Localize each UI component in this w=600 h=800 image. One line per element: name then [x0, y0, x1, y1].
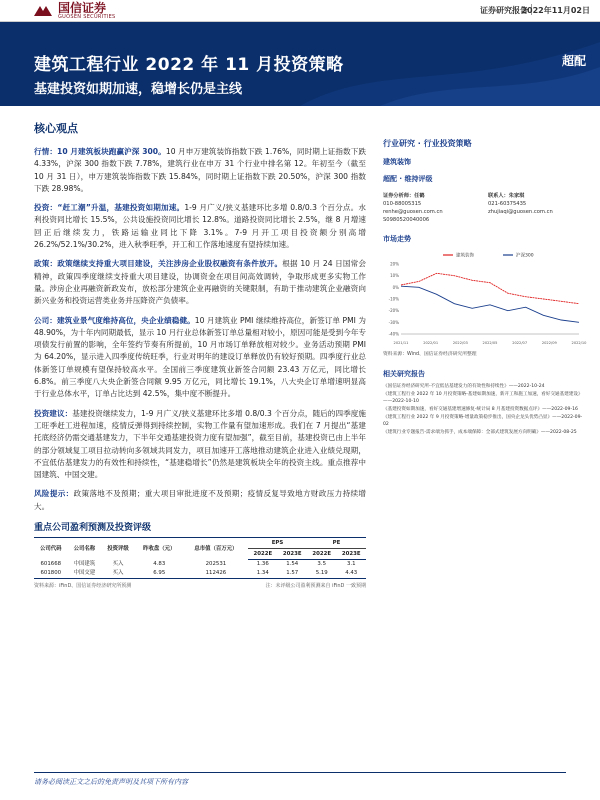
chart-source: 资料来源：Wind、国信证券经济研究所整理	[383, 352, 477, 357]
y-tick-label: -40%	[388, 331, 399, 337]
y-tick-label: 20%	[390, 261, 399, 267]
analyst-contact: 联系人：朱家琪 021-60375435 zhujiaqi@guosen.com.cn	[488, 192, 583, 224]
legend-label: 沪深300	[516, 253, 534, 259]
legend-label: 建筑装饰	[456, 253, 474, 259]
para-company: 公司：建筑业景气度维持高位，央企业绩稳健。10 月建筑业 PMI 继续维持高位，新签订单 PMI 为 48.90%，为十年内同期最低，显示 10 月行业总体新签订单总量相对较小，原因可能是受到今年专项债发行前置的影响，全年签约节奏有所提前，10 月市场订单释放相对较少。业务活动预期 PMI 为 64.20%，显示进入四季度传统旺季，行业对明年的建设订单释放仍有较好预期。四季度行业总体新签订单规模有望保持较高水平。全国前三季度建筑业新签合同额 23.43 万亿元，同比增长 6.8%。前三季度八大央企新签合同额 9.95 万亿元，同比增长 19.1%，八大央企订单增速明显高于行业总体水平，订单占比达到 42.5%，集中度不断提升。	[34, 315, 367, 399]
report-category: 行业研究 · 行业投资策略	[383, 139, 472, 148]
th-eps-y2: 2023E	[278, 549, 307, 560]
table-row: 601800 中国交建 买入 6.95 112426 1.34 1.57 5.19 4.43	[34, 569, 366, 579]
report-subtitle: 基建投资如期加速，稳增长仍是主线	[34, 82, 243, 97]
industry-name: 建筑装饰	[383, 158, 411, 166]
industry-rating: 超配 · 维持评级	[383, 175, 433, 183]
th-price: 昨收盘（元）	[135, 538, 184, 560]
y-tick-label: 0%	[392, 284, 399, 290]
th-rating: 投资评级	[101, 538, 135, 560]
th-pe: PE	[307, 538, 366, 549]
series-line	[401, 273, 579, 303]
th-pe-y2: 2023E	[336, 549, 366, 560]
earnings-table-title: 重点公司盈利预测及投资评级	[34, 523, 152, 534]
core-view-title: 核心观点	[34, 122, 78, 135]
related-report-link[interactable]: 《基建投资如期加速，看好交通基建增速修复-统计局 8 月基建投资数据点评》——2022-09-16	[383, 407, 578, 412]
company-logo	[34, 2, 116, 20]
th-eps-y1: 2022E	[248, 549, 277, 560]
th-pe-y1: 2022E	[307, 549, 336, 560]
footer-disclaimer: 请务必阅读正文之后的免责声明及其项下所有内容	[34, 778, 188, 786]
x-tick-label: 2022/10	[571, 341, 587, 345]
th-mcap: 总市值（百万元）	[184, 538, 248, 560]
table-source: 资料来源：iFinD、国信证券经济研究所预测	[34, 583, 132, 590]
x-tick-label: 2022/03	[452, 341, 468, 345]
chart-svg	[383, 248, 587, 348]
y-tick-label: 10%	[390, 273, 399, 279]
related-report-link[interactable]: 《建筑工程行业 2022 年 10 月投资策略-基建如期加速，新开工和施工加速，看好交通基建建设》——2022-10-10	[383, 392, 583, 404]
x-tick-label: 2021/11	[393, 341, 409, 345]
y-tick-label: -30%	[388, 319, 399, 325]
x-tick-label: 2022/09	[541, 341, 557, 345]
logo-cn: 国信证券	[58, 1, 107, 15]
analyst-info	[383, 192, 583, 224]
x-tick-label: 2022/07	[512, 341, 528, 345]
th-name: 公司名称	[68, 538, 102, 560]
para-policy: 政策：政策继续支持重大项目建设，关注涉房企业股权融资有条件放开。根据 10 月 24 日国常会精神，政策四季度继续支持重大项目建设，协调资金在项目间高效调转，争取形成更多实物工作量。涉房企业再融资新政发布，放松部分建筑企业再融资的关键限制，有助于推动建筑企业融资向新兴业务和投资运营类业务并压降资产负债率。	[34, 259, 367, 306]
guosen-logo-icon	[34, 4, 52, 18]
y-tick-label: -20%	[388, 308, 399, 314]
para-market: 行情：10 月建筑板块跑赢沪深 300。10 月申万建筑装饰指数下跌 1.76%，同时期上证指数下跌 4.33%，沪深 300 指数下跌 7.78%，建筑行业在申万 31 个行业中排名第 12。年初至今（截至 10 月 31 日），申万建筑装饰指数下跌 15.84%，同时期上证指数下跌 20.50%，沪深 300 指数下跌 28.98%。	[34, 147, 366, 193]
earnings-table	[34, 537, 366, 579]
contact-email[interactable]: zhujiaqi@guosen.com.cn	[488, 209, 553, 215]
top-header	[0, 0, 600, 22]
analyst-email[interactable]: renhe@guosen.com.cn	[383, 209, 443, 215]
table-notes	[34, 582, 366, 589]
y-tick-label: -10%	[388, 296, 399, 302]
analyst-primary: 证券分析师：任鹤 010-88005315 renhe@guosen.com.cn S0980520040006	[383, 192, 478, 224]
report-date: 2022年11月02日	[521, 6, 590, 15]
series-line	[401, 286, 579, 322]
related-report-link[interactable]: 《建筑行业专题报告-需求端为抓手，成本端保障：全部式建筑发展方向明确》——2022-08-25	[383, 430, 577, 435]
related-report-link[interactable]: 《建筑工程行业 2022 年 9 月投资策略-增量政策稳步推出，国央企龙头优势凸显》——2022-09-02	[383, 415, 583, 427]
table-row: 601668 中国建筑 买入 4.83 202531 1.36 1.54 3.5 3.1	[40, 560, 356, 568]
sidebar-column	[383, 138, 587, 437]
related-reports-list	[383, 383, 583, 436]
related-reports-title: 相关研究报告	[383, 370, 425, 378]
x-tick-label: 2022/01	[423, 341, 439, 345]
th-eps: EPS	[248, 538, 307, 549]
logo-en: GUOSEN SECURITIES	[58, 14, 116, 20]
related-report-link[interactable]: 《国信证券经济研究所-不宜低估基建发力的有效性和持续性》——2022-10-24	[383, 384, 545, 389]
report-title: 建筑工程行业 2022 年 11 月投资策略	[34, 55, 344, 75]
market-trend-chart	[383, 248, 587, 348]
table-note: 注：未评级公司盈利预测来自 iFinD 一致预期	[265, 583, 366, 590]
title-banner	[0, 22, 600, 106]
para-investment: 投资：“赶工潮”升温，基建投资如期加速。1-9 月广义/狭义基建环比多增 0.8/0.3 个百分点。水利投资同比增长 15.5%，公共设施投资同比增长 12.8%。道路投资同比增长 2.5%，继 8 月增速回正后继续发力，铁路运输业同比下降 3.1%。7-9 月开工项目投资额分别高增 26.2%/52.1%/30.2%，进入秋季旺季，开工和工作落地速度有望持续加速。	[34, 203, 366, 250]
para-risk: 风险提示：政策落地不及预期；重大项目审批进度不及预期；疫情反复导致地方财政压力持续增大。	[34, 489, 366, 511]
footer-divider	[34, 772, 566, 773]
main-column	[34, 120, 366, 589]
report-type: 证券研究报告	[480, 6, 528, 15]
para-advice: 投资建议：基建投资继续发力，1-9 月广义/狭义基建环比多增 0.8/0.3 个百分点，随后的四季度施工旺季赶工进程加速，疫情反弹得到持续控制，实物工作量有望加速形成。我们在 7 月提出“基建托底经济仍需交通基建发力，下半年交通基建投资力度有望加强”，截至目前，基建投资已由上半年的部分领域复工项目拉动转向多领域共同发力，项目加速开工落地推动建筑企业进入业绩兑现期，不宜低估基建发力的有效性和持续性，“基建稳增长”仍然是建筑板块全年的投资主线。重点推荐中国建筑、中国交建。	[34, 408, 366, 480]
rating-badge: 超配	[561, 54, 586, 68]
x-tick-label: 2022/05	[482, 341, 498, 345]
th-code: 公司代码	[34, 538, 68, 560]
market-trend-title: 市场走势	[383, 235, 411, 243]
